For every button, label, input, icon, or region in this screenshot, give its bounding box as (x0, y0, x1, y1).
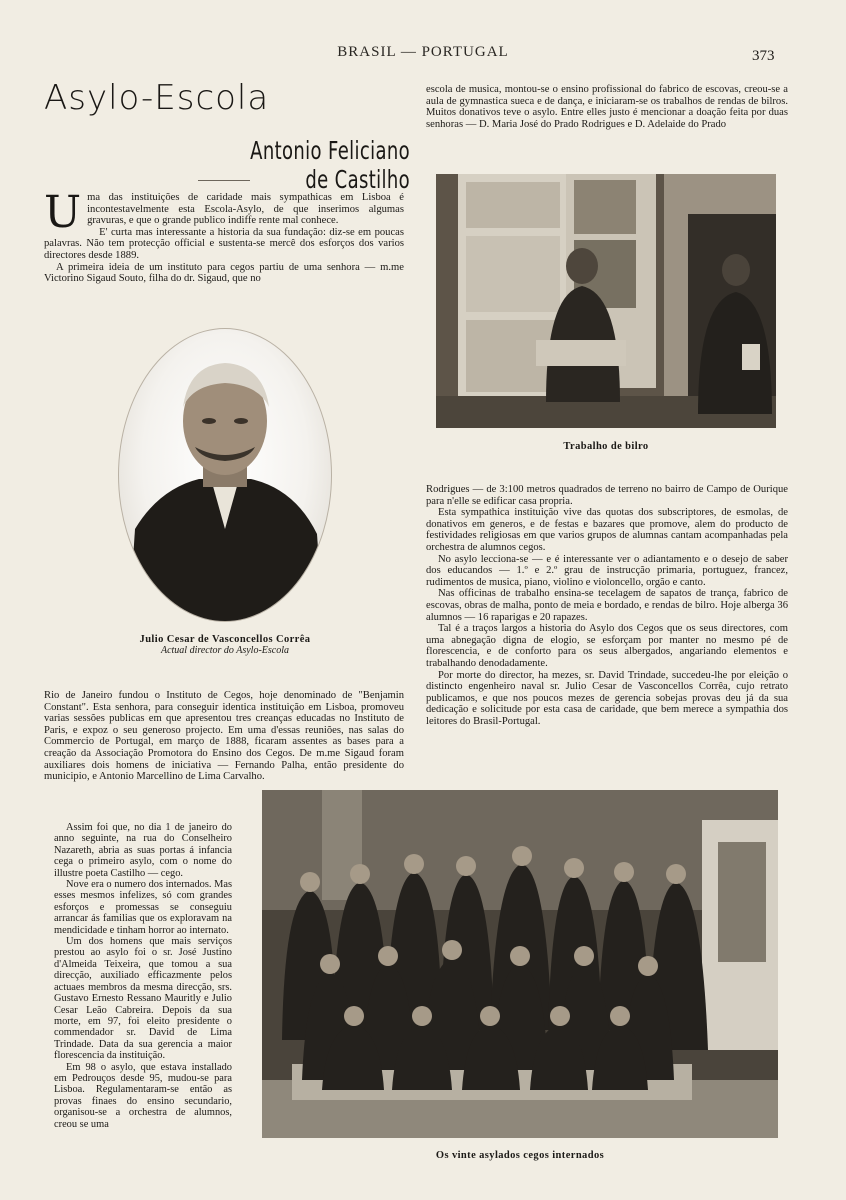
narrow-column (54, 822, 232, 1130)
portrait-caption-name: Julio Cesar de Vasconcellos Corrêa (139, 634, 311, 645)
intro-text (44, 187, 404, 285)
page-number: 373 (752, 48, 775, 64)
right-top-text (426, 84, 788, 130)
article-subtitle: Antonio Feliciano de Castilho (250, 136, 410, 194)
portrait-illustration (119, 329, 331, 621)
right-mid-text (426, 484, 788, 727)
running-header: BRASIL — PORTUGAL (337, 44, 509, 60)
right-paragraph-1: Rodrigues — de 3:100 metros quadrados de terreno no bairro de Campo de Ourique para n'elle se edificar casa propria. (426, 484, 788, 507)
article-title: Asylo-Escola (44, 78, 270, 118)
right-paragraph-2: Esta sympathica instituição vive das quotas dos subscriptores, de esmolas, de donativos em generos, e de festas e bazares que promove, alem do producto de festividades religiosas em que varios grupos de alumnas cantam acompanhadas pela orchestra de alumnos cegos. (426, 507, 788, 553)
narrow-paragraph-4: Em 98 o asylo, que estava installado em Pedrouços desde 95, mudou-se para Lisboa. Regulamentaram-se então as provas finaes do ensino secundario, organisou-se a orchestra de alumnos, creou se uma (54, 1061, 232, 1130)
right-paragraph-5: Tal é a traços largos a historia do Asylo dos Cegos que os seus directores, com uma abnegação digna de elogio, se esforçam por manter no mesmo pé de florescencia, e de conforto para os seus albergados, angariando elementos e trabalhando denodadamente. (426, 623, 788, 669)
intro-paragraph-1: ma das instituições de caridade mais sympathicas em Lisboa é incontestavelmente esta Escola-Asylo, de que inserimos algumas gravuras, e que o grande publico indiffe rente mal conhece. (87, 192, 404, 227)
intro-paragraph-2: E' curta mas interessante a historia da sua fundação: diz-se em poucas palavras. Não tem protecção official e sustenta-se mercê dos esforços dos varios directores desde 1889. (44, 226, 404, 261)
right-paragraph-top: escola de musica, montou-se o ensino profissional do fabrico de escovas, creou-se a aula de gymnastica sueca e de dança, e iniciaram-se os trabalhos de rendas de bilros. Muitos donativos teve o asylo. Entre elles justo é mencionar a doação feita por duas senhoras — D. Maria José do Prado Rodrigues e D. Adelaide do Prado (426, 84, 788, 130)
drop-cap: U (44, 187, 82, 238)
right-paragraph-6: Por morte do director, ha mezes, sr. David Trindade, succedeu-lhe por eleição o distincto engenheiro naval sr. Julio Cesar de Vasconcellos Corrêa, cujo retrato publicamos, e que nos poucos mezes de gerencia sobejas provas deu já da sua dedicação e solicitude por esta casa de caridade, que bem merece a sympathia dos leitores do Brasil-Portugal. (426, 669, 788, 727)
lace-work-illustration (436, 174, 776, 428)
right-paragraph-3: No asylo lecciona-se — e é interessante ver o adiantamento e o desejo de saber dos educandos — 1.º e 2.º grau de instrucção primaria, portuguez, francez, rudimentos de musica, piano, violino e violoncello, orgão e canto. (426, 553, 788, 588)
narrow-paragraph-2: Nove era o numero dos internados. Mas esses mesmos infelizes, só com grandes esforços e promessas se conseguiu arrancar ás familias que os exploravam na mendicidade e tinham horror ao internato. (54, 879, 232, 936)
portrait-caption (110, 634, 340, 656)
portrait-photo (118, 328, 332, 622)
portrait-caption-role: Actual director do Asylo-Escola (160, 645, 290, 656)
narrow-paragraph-3: Um dos homens que mais serviços prestou ao asylo foi o sr. José Justino d'Almeida Teixeira, que tomou a sua direcção, auxiliado efficazmente pelos actuaes membros da mesma direcção, srs. Gustavo Ernesto Ressano Mauritly e Julio Cesar Leão Cabreira. Depois da sua morte, em 97, foi eleito presidente o commendador sr. David de Lima Trindade. Data da sua gerencia a maior florescencia da instituição. (54, 936, 232, 1062)
lace-work-caption: Trabalho de bilro (563, 441, 649, 452)
history-paragraph (44, 690, 404, 783)
narrow-paragraph-1: Assim foi que, no dia 1 de janeiro do anno seguinte, na rua do Conselheiro Nazareth, abria as suas portas á infancia cega o primeiro asylo, com o nome do illustre poeta Castilho — cego. (54, 822, 232, 879)
group-photo-caption: Os vinte asylados cegos internados (435, 1150, 605, 1161)
intro-paragraph-3: A primeira ideia de um instituto para cegos partiu de uma senhora — m.me Victorino Sigaud Souto, filha do dr. Sigaud, que no (44, 261, 404, 285)
title-divider (198, 180, 250, 181)
group-photo (262, 790, 778, 1138)
lace-work-photo (436, 174, 776, 428)
history-paragraph-1: Rio de Janeiro fundou o Instituto de Cegos, hoje denominado de "Benjamin Constant". Esta senhora, para conseguir identica instituição em Lisboa, promoveu varias sessões publicas em que apresentou tres creanças educadas no Instituto de Paris, e expoz o seu generoso projecto. Em uma d'essas reuniões, nas salas do Commercio de Portugal, em março de 1888, ficaram assentes as bases para a creação da Associação Promotora do Ensino dos Cegos. De m.me Sigaud foram auxiliares dois homens de iniciativa — Fernando Palha, então presidente do municipio, e Antonio Marcellino de Lima Carvalho. (44, 690, 404, 783)
right-paragraph-4: Nas officinas de trabalho ensina-se tecelagem de sapatos de trança, fabrico de escovas, obras de malha, ponto de meia e bordado, e rendas de bilro. Hoje alberga 36 alumnos — 16 raparigas e 20 rapazes. (426, 588, 788, 623)
group-illustration (262, 790, 778, 1138)
